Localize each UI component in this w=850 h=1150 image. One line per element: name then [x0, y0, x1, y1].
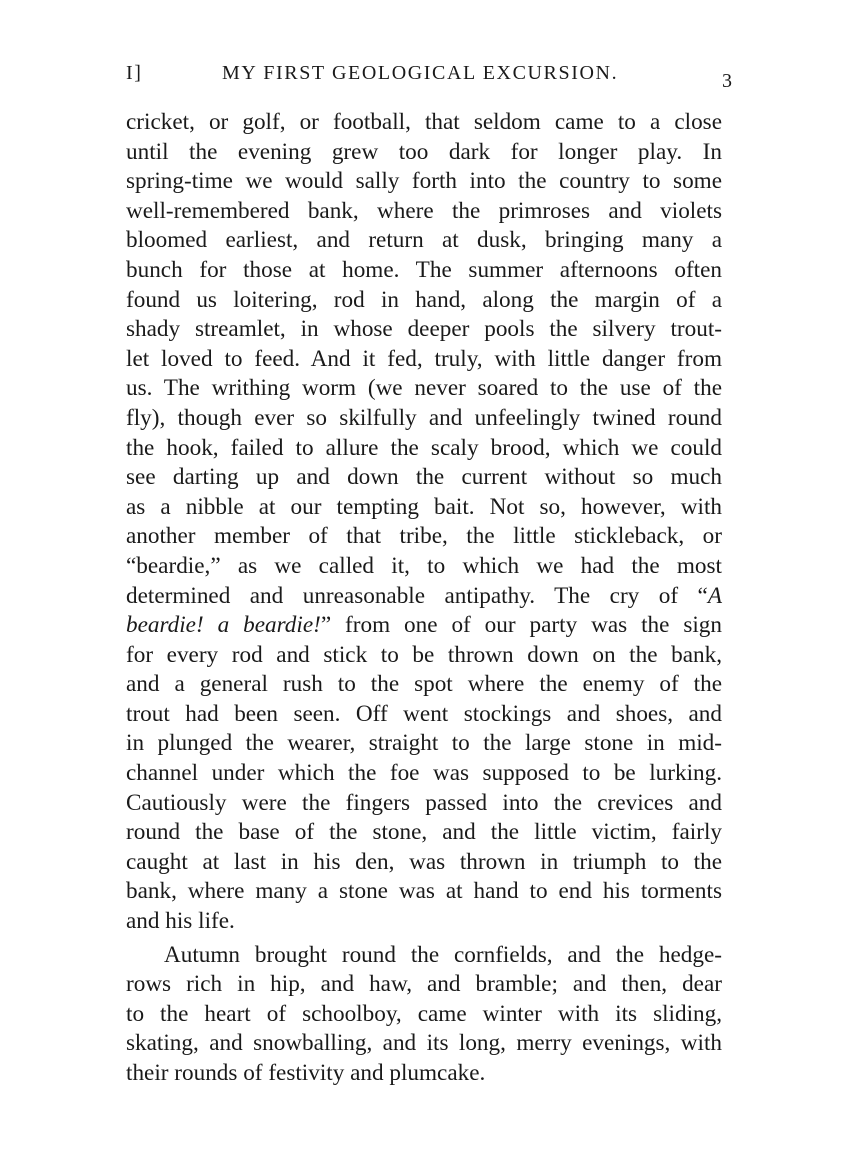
text-line: shady streamlet, in whose deeper pools the silvery trout-	[126, 316, 722, 343]
text-line: as a nibble at our tempting bait. Not so, however, with	[126, 493, 722, 520]
text-line: until the evening grew too dark for longer play. In	[126, 138, 722, 165]
page-number: 3	[722, 70, 732, 92]
text-line: bloomed earliest, and return at dusk, bringing many a	[126, 227, 722, 254]
text-line: well-remembered bank, where the primroses and violets	[126, 197, 722, 224]
chapter-number: I]	[126, 62, 143, 84]
text-line: let loved to feed. And it fed, truly, with little danger from	[126, 345, 722, 372]
text-line: caught at last in his den, was thrown in triumph to the	[126, 848, 722, 875]
text-line: spring-time we would sally forth into the country to some	[126, 168, 722, 195]
running-title: MY FIRST GEOLOGICAL EXCURSION.	[222, 62, 619, 84]
text-line: to the heart of schoolboy, came winter with its sliding,	[126, 1000, 722, 1027]
text-line: Cautiously were the fingers passed into the crevices and	[126, 789, 722, 816]
text-line: bunch for those at home. The summer afternoons often	[126, 256, 722, 283]
text-line: cricket, or golf, or football, that seldom came to a close	[126, 109, 722, 135]
text-line: Autumn brought round the cornfields, and the hedge-	[164, 941, 722, 968]
italic-cry: beardie! a beardie!	[126, 612, 321, 639]
text-line	[126, 611, 722, 641]
italic-cry-start: A	[707, 582, 722, 609]
text-line: and a general rush to the spot where the enemy of the	[126, 671, 722, 698]
text-line: and his life.	[126, 908, 235, 935]
text-line: their rounds of festivity and plumcake.	[126, 1060, 486, 1086]
text-line: fly), though ever so skilfully and unfeelingly twined round	[126, 404, 722, 431]
running-head	[126, 62, 732, 92]
text-line: for every rod and stick to be thrown down on the bank,	[126, 641, 722, 668]
text-line: bank, where many a stone was at hand to end his torments	[126, 878, 722, 905]
text-line: us. The writhing worm (we never soared to the use of the	[126, 375, 722, 402]
text-segment: ” from one of our party was the sign	[320, 612, 722, 639]
text-line: rows rich in hip, and haw, and bramble; and then, dear	[126, 971, 722, 998]
text-line: found us loitering, rod in hand, along the margin of a	[126, 286, 722, 313]
text-segment: determined and unreasonable antipathy. The cry of “	[126, 582, 708, 609]
text-line: round the base of the stone, and the little victim, fairly	[126, 819, 722, 846]
text-line: skating, and snowballing, and its long, merry evenings, with	[126, 1030, 722, 1057]
text-line: see darting up and down the current without so much	[126, 464, 722, 491]
text-line: trout had been seen. Off went stockings and shoes, and	[126, 700, 722, 727]
text-line: “beardie,” as we called it, to which we had the most	[126, 552, 722, 579]
text-line: channel under which the foe was supposed to be lurking.	[126, 760, 722, 787]
text-line	[126, 582, 722, 612]
text-line: another member of that tribe, the little stickleback, or	[126, 523, 722, 550]
body-text	[126, 108, 722, 1089]
text-line: the hook, failed to allure the scaly brood, which we could	[126, 434, 722, 461]
text-line: in plunged the wearer, straight to the large stone in mid-	[126, 730, 722, 757]
